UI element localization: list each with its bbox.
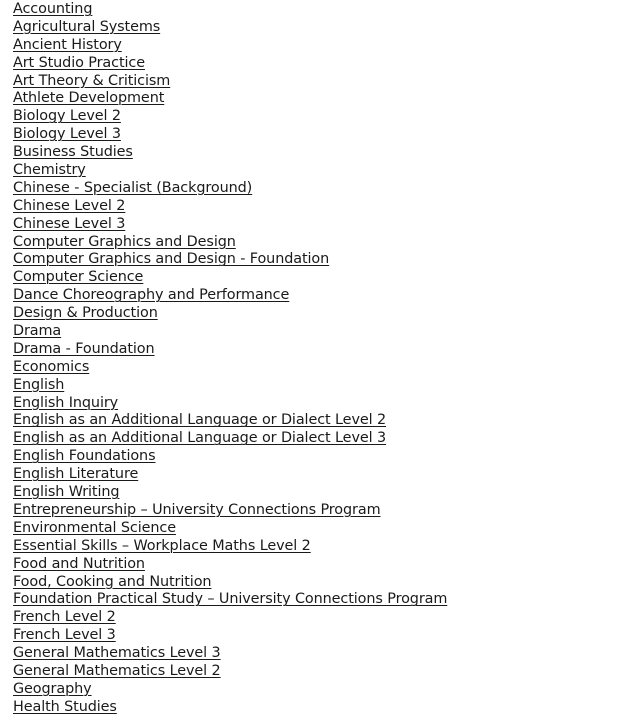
subject-link-agricultural-systems[interactable]: Agricultural Systems (13, 18, 161, 35)
list-item (13, 267, 447, 285)
subject-link-computer-graphics-and-design-foundation[interactable]: Computer Graphics and Design - Foundation (13, 251, 330, 268)
subject-link-general-mathematics-level-2[interactable]: General Mathematics Level 2 (13, 662, 221, 679)
subject-link-english-foundations[interactable]: English Foundations (13, 448, 156, 465)
list-item (13, 375, 447, 393)
subject-link-chinese-level-3[interactable]: Chinese Level 3 (13, 215, 126, 232)
subject-link-general-mathematics-level-3[interactable]: General Mathematics Level 3 (13, 645, 221, 662)
subject-link-food-and-nutrition[interactable]: Food and Nutrition (13, 555, 145, 572)
list-item (13, 88, 447, 106)
list-item (13, 536, 447, 554)
subject-link-english-inquiry[interactable]: English Inquiry (13, 394, 119, 411)
subject-link-athlete-development[interactable]: Athlete Development (13, 90, 165, 107)
list-item (13, 142, 447, 160)
subject-list (13, 0, 447, 715)
list-item (13, 393, 447, 411)
list-item (13, 160, 447, 178)
list-item (13, 500, 447, 518)
subject-link-chinese-specialist[interactable]: Chinese - Specialist (Background) (13, 179, 253, 196)
list-item (13, 572, 447, 590)
subject-link-biology-level-2[interactable]: Biology Level 2 (13, 108, 121, 125)
subject-link-dance-choreography-and-performance[interactable]: Dance Choreography and Performance (13, 287, 290, 304)
list-item (13, 410, 447, 428)
list-item (13, 446, 447, 464)
list-item (13, 303, 447, 321)
list-item (13, 249, 447, 267)
list-item (13, 607, 447, 625)
list-item (13, 428, 447, 446)
subject-link-design-production[interactable]: Design & Production (13, 305, 158, 322)
subject-link-business-studies[interactable]: Business Studies (13, 144, 133, 161)
subject-link-eald-level-3[interactable]: English as an Additional Language or Dialect Level 3 (13, 430, 387, 447)
subject-link-economics[interactable]: Economics (13, 358, 90, 375)
list-item (13, 554, 447, 572)
list-item (13, 53, 447, 71)
list-item (13, 124, 447, 142)
subject-link-drama-foundation[interactable]: Drama - Foundation (13, 340, 155, 357)
list-item (13, 482, 447, 500)
list-item (13, 106, 447, 124)
list-item (13, 661, 447, 679)
subject-link-art-theory-criticism[interactable]: Art Theory & Criticism (13, 72, 171, 89)
subject-link-ancient-history[interactable]: Ancient History (13, 36, 122, 53)
subject-link-geography[interactable]: Geography (13, 680, 92, 697)
list-item (13, 357, 447, 375)
subject-link-essential-skills-workplace-maths[interactable]: Essential Skills – Workplace Maths Level 2 (13, 537, 311, 554)
subject-link-chinese-level-2[interactable]: Chinese Level 2 (13, 197, 126, 214)
list-item (13, 339, 447, 357)
subject-link-french-level-3[interactable]: French Level 3 (13, 627, 116, 644)
subject-link-english-literature[interactable]: English Literature (13, 466, 139, 483)
list-item (13, 464, 447, 482)
list-item (13, 17, 447, 35)
subject-link-french-level-2[interactable]: French Level 2 (13, 609, 116, 626)
list-item (13, 321, 447, 339)
subject-link-foundation-practical-study-ucp[interactable]: Foundation Practical Study – University Connections Program (13, 591, 448, 608)
subject-link-environmental-science[interactable]: Environmental Science (13, 519, 176, 536)
subject-link-computer-graphics-and-design[interactable]: Computer Graphics and Design (13, 233, 236, 250)
subject-link-eald-level-2[interactable]: English as an Additional Language or Dialect Level 2 (13, 412, 387, 429)
list-item (13, 196, 447, 214)
list-item (13, 0, 447, 17)
list-item (13, 35, 447, 53)
list-item (13, 643, 447, 661)
subject-link-computer-science[interactable]: Computer Science (13, 269, 144, 286)
list-item (13, 214, 447, 232)
subject-link-drama[interactable]: Drama (13, 323, 62, 340)
list-item (13, 697, 447, 715)
subject-link-biology-level-3[interactable]: Biology Level 3 (13, 126, 121, 143)
list-item (13, 518, 447, 536)
subject-link-english[interactable]: English (13, 376, 65, 393)
subject-link-food-cooking-and-nutrition[interactable]: Food, Cooking and Nutrition (13, 573, 212, 590)
list-item (13, 679, 447, 697)
subject-link-art-studio-practice[interactable]: Art Studio Practice (13, 54, 145, 71)
subject-link-entrepreneurship-ucp[interactable]: Entrepreneurship – University Connections Program (13, 501, 381, 518)
subject-link-accounting[interactable]: Accounting (13, 1, 93, 17)
list-item (13, 589, 447, 607)
list-item (13, 625, 447, 643)
subject-link-english-writing[interactable]: English Writing (13, 484, 120, 501)
list-item (13, 285, 447, 303)
subject-link-chemistry[interactable]: Chemistry (13, 162, 86, 179)
list-item (13, 232, 447, 250)
list-item (13, 178, 447, 196)
list-item (13, 71, 447, 89)
subject-link-health-studies[interactable]: Health Studies (13, 698, 117, 715)
